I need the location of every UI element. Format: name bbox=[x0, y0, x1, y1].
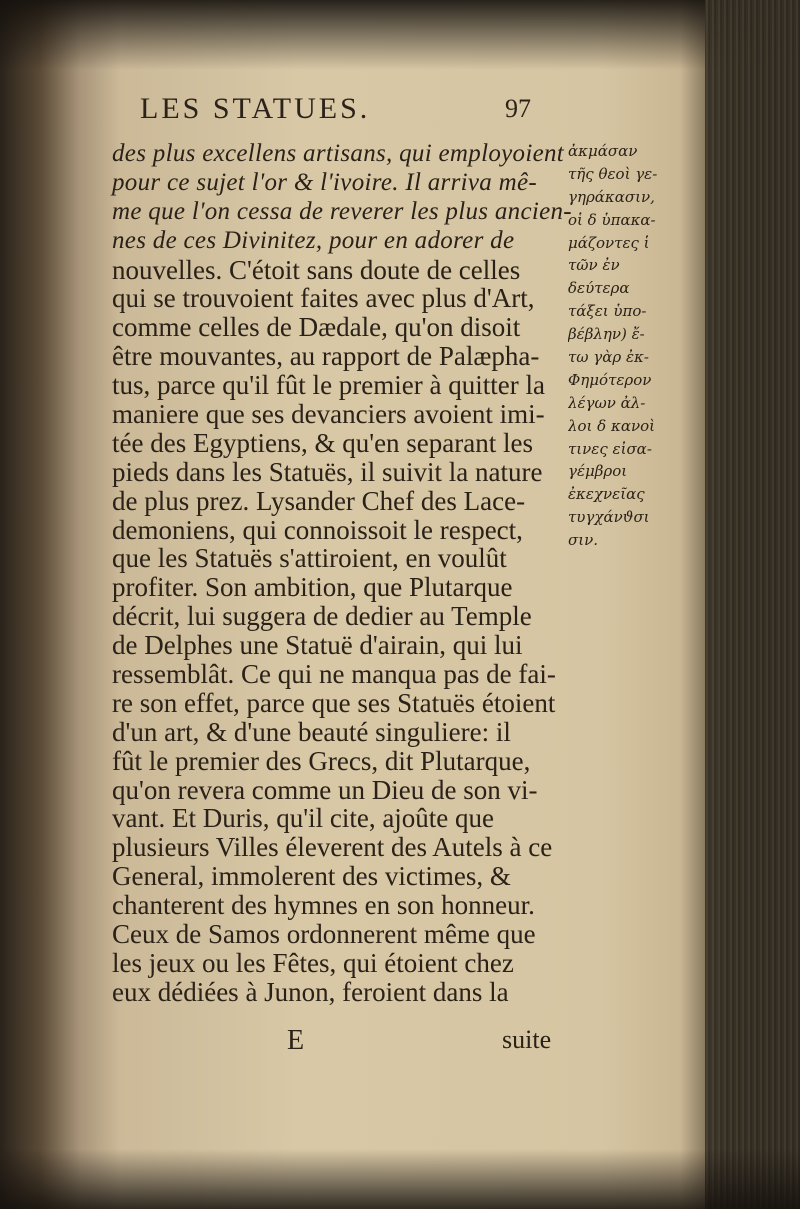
bottom-shadow bbox=[0, 1149, 800, 1209]
text-line: ressemblât. Ce qui ne manqua pas de fai- bbox=[112, 659, 556, 690]
text-line: eux dédiées à Junon, feroient dans la bbox=[112, 976, 509, 1007]
text-line: maniere que ses devanciers avoient imi- bbox=[112, 399, 545, 430]
text-line: nes de ces Divinitez, pour en adorer de bbox=[112, 226, 515, 254]
margin-line: τῆς θεοὶ γε- bbox=[568, 164, 658, 183]
text-line: comme celles de Dædale, qu'on disoit bbox=[112, 312, 521, 343]
running-header bbox=[140, 92, 660, 136]
margin-line: σιν. bbox=[568, 531, 599, 550]
text-line: qu'on revera comme un Dieu de son vi- bbox=[112, 774, 538, 805]
margin-line: τάξει ὑπο- bbox=[568, 302, 647, 321]
text-line: des plus excellens artisans, qui employoient bbox=[112, 140, 565, 167]
text-line: d'un art, & d'une beauté singuliere: il bbox=[112, 716, 511, 747]
text-line: Ceux de Samos ordonnerent même que bbox=[112, 919, 536, 950]
margin-line: τῶν ἐν bbox=[568, 256, 620, 275]
text-line: chanterent des hymnes en son honneur. bbox=[112, 890, 535, 921]
text-line: vant. Et Duris, qu'il cite, ajoûte que bbox=[112, 803, 495, 834]
text-line: plusieurs Villes éleverent des Autels à ce bbox=[112, 832, 553, 863]
page-edge bbox=[705, 0, 800, 1209]
margin-line: τινες εἰσα- bbox=[568, 439, 652, 458]
margin-line: δεύτερα bbox=[568, 279, 630, 298]
text-line: de Delphes une Statuë d'airain, qui lui bbox=[112, 630, 523, 661]
running-title: LES STATUES. bbox=[140, 92, 371, 125]
text-line: de plus prez. Lysander Chef des Lace- bbox=[112, 485, 526, 516]
margin-line: τυγχάνϑσι bbox=[568, 508, 650, 527]
top-shadow bbox=[0, 0, 800, 70]
page-number: 97 bbox=[505, 94, 531, 123]
text-line: tus, parce qu'il fût le premier à quitter la bbox=[112, 370, 545, 401]
margin-line: βέβλην) ἔ- bbox=[568, 325, 645, 344]
margin-line: οἱ δ ὑπακα- bbox=[568, 210, 656, 229]
text-line: nouvelles. C'étoit sans doute de celles bbox=[112, 254, 521, 285]
margin-line: ἐκεχνεῖας bbox=[568, 485, 645, 504]
greek-margin-note bbox=[568, 140, 703, 552]
text-line: être mouvantes, au rapport de Palæpha- bbox=[112, 341, 540, 372]
margin-line: τω γὰρ ἐκ- bbox=[568, 348, 649, 367]
text-line: qui se trouvoient faites avec plus d'Art, bbox=[112, 283, 535, 314]
text-line: fût le premier des Grecs, dit Plutarque, bbox=[112, 745, 531, 776]
text-line: les jeux ou les Fêtes, qui étoient chez bbox=[112, 947, 514, 978]
margin-line: λέγων ἀλ- bbox=[568, 393, 646, 412]
text-line: pieds dans les Statuës, il suivit la nature bbox=[112, 456, 543, 487]
text-line: que les Statuës s'attiroient, en voulût bbox=[112, 543, 507, 574]
margin-line: Φημότερον bbox=[568, 370, 652, 389]
catchword: suite bbox=[502, 1025, 552, 1054]
margin-line: λοι δ κανοὶ bbox=[568, 416, 655, 435]
text-line: me que l'on cessa de reverer les plus ancien- bbox=[112, 197, 572, 225]
margin-line: γέμβροι bbox=[568, 462, 628, 481]
signature-mark: E bbox=[287, 1025, 305, 1056]
text-line: profiter. Son ambition, que Plutarque bbox=[112, 572, 513, 603]
margin-line: μάζοντες ἱ bbox=[568, 233, 650, 252]
text-line: pour ce sujet l'or & l'ivoire. Il arriva mê- bbox=[112, 168, 537, 196]
main-text bbox=[112, 140, 572, 1007]
page-footer bbox=[112, 1025, 562, 1065]
text-line: décrit, lui suggera de dedier au Temple bbox=[112, 601, 532, 632]
margin-line: γηράκασιν, bbox=[568, 187, 655, 206]
text-line: tée des Egyptiens, & qu'en separant les bbox=[112, 427, 533, 458]
text-line: demoniens, qui connoissoit le respect, bbox=[112, 514, 523, 545]
text-line: re son effet, parce que ses Statuës étoient bbox=[112, 687, 556, 718]
text-line: General, immolerent des victimes, & bbox=[112, 861, 511, 892]
margin-line: ἀκμάσαν bbox=[568, 142, 638, 160]
